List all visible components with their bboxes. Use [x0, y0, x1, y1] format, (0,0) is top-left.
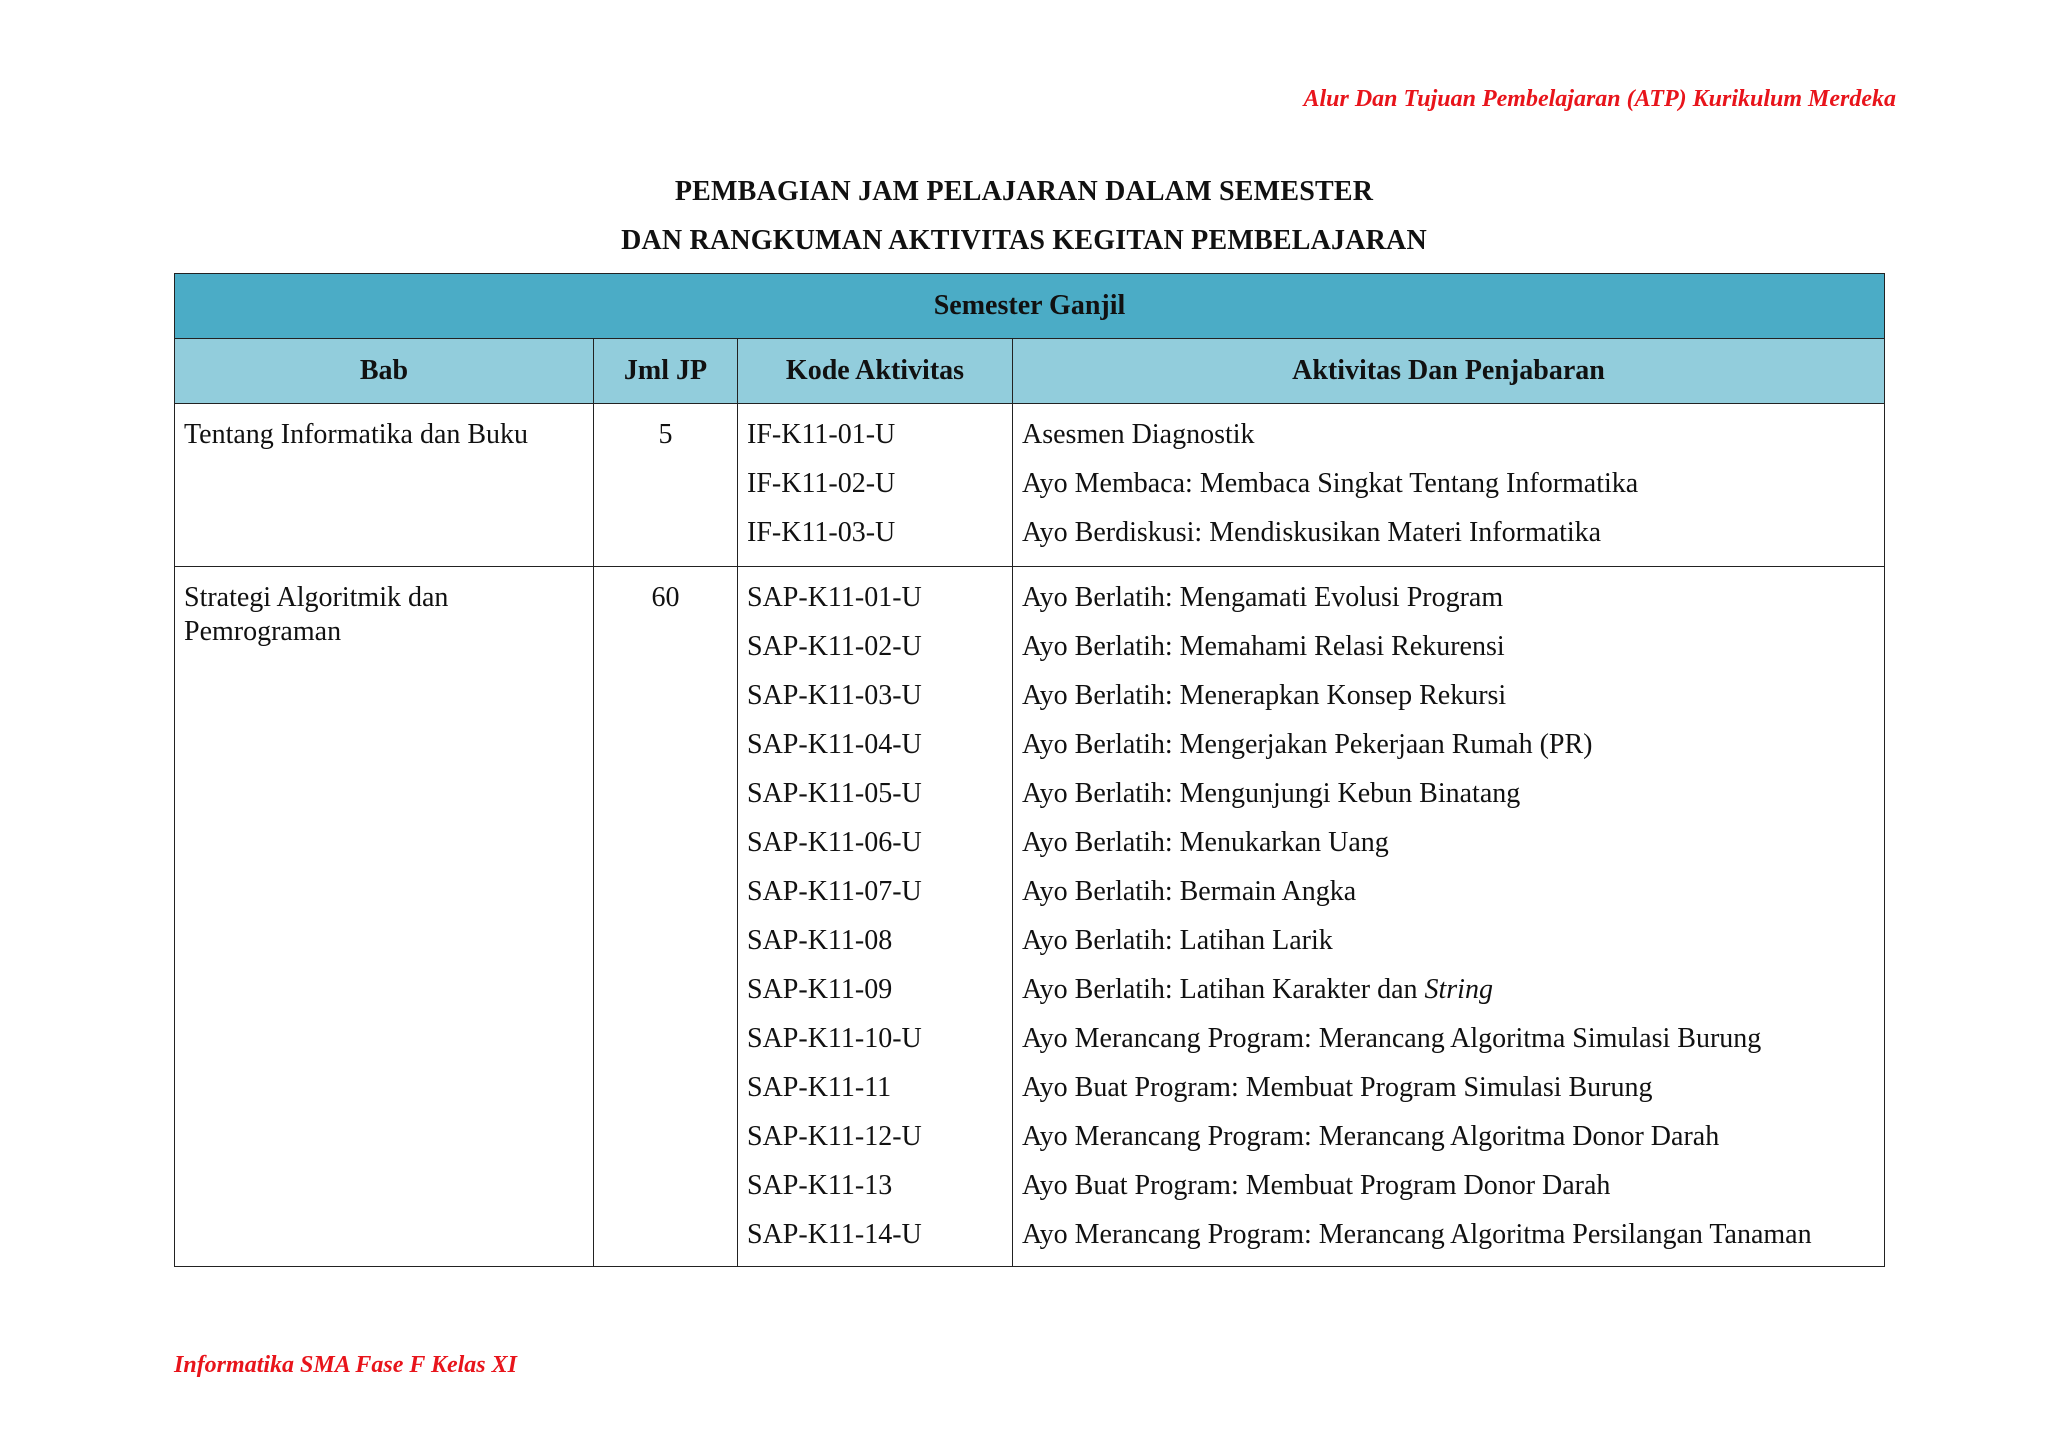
page-title-line-2: DAN RANGKUMAN AKTIVITAS KEGITAN PEMBELAJARAN [621, 225, 1427, 256]
activity-description [1022, 418, 1875, 467]
activity-code: IF-K11-02-U [747, 468, 896, 499]
activity-text: Ayo Berlatih: Menukarkan Uang [1022, 827, 1389, 858]
table-row [175, 567, 1885, 1267]
codes-cell [738, 404, 1013, 567]
activity-text: Ayo Merancang Program: Merancang Algoritma Simulasi Burung [1022, 1023, 1762, 1054]
activity-description [1022, 1071, 1875, 1120]
activity-description [1022, 1218, 1875, 1252]
activity-code: SAP-K11-14-U [747, 1219, 922, 1250]
activity-code: SAP-K11-04-U [747, 729, 922, 760]
column-header-bab: Bab [175, 339, 594, 404]
column-header-kode-aktivitas: Kode Aktivitas [738, 339, 1013, 404]
activity-description [1022, 1022, 1875, 1071]
activity-code: SAP-K11-10-U [747, 1023, 922, 1054]
activity-text: Ayo Buat Program: Membuat Program Donor Darah [1022, 1170, 1611, 1201]
activity-text: Ayo Berlatih: Memahami Relasi Rekurensi [1022, 631, 1505, 662]
activity-description [1022, 973, 1875, 1022]
activity-code: SAP-K11-07-U [747, 876, 922, 907]
activity-description [1022, 924, 1875, 973]
activity-table [174, 273, 1885, 1267]
running-header: Alur Dan Tujuan Pembelajaran (ATP) Kurikulum Merdeka [1303, 86, 1896, 112]
jml-jp-cell [594, 567, 738, 1267]
activity-code: SAP-K11-11 [747, 1072, 892, 1103]
running-footer: Informatika SMA Fase F Kelas XI [174, 1352, 517, 1378]
codes-cell [738, 567, 1013, 1267]
activity-text: Ayo Berdiskusi: Mendiskusikan Materi Informatika [1022, 517, 1602, 548]
activities-cell [1013, 567, 1885, 1267]
table-row [175, 404, 1885, 567]
activity-code: SAP-K11-09 [747, 974, 893, 1005]
semester-header: Semester Ganjil [175, 274, 1885, 339]
activity-description [1022, 1120, 1875, 1169]
activity-description [1022, 875, 1875, 924]
activity-description [1022, 581, 1875, 630]
activity-text: Ayo Buat Program: Membuat Program Simulasi Burung [1022, 1072, 1653, 1103]
bab-cell [175, 404, 594, 567]
jml-jp-cell [594, 404, 738, 567]
activity-text: Ayo Merancang Program: Merancang Algoritma Persilangan Tanaman [1022, 1219, 1812, 1250]
jml-jp-value: 5 [658, 419, 673, 450]
activity-text: Ayo Berlatih: Bermain Angka [1022, 876, 1357, 907]
activity-code: IF-K11-01-U [747, 419, 896, 450]
activity-text: Ayo Berlatih: Mengunjungi Kebun Binatang [1022, 778, 1521, 809]
activity-text: Ayo Membaca: Membaca Singkat Tentang Informatika [1022, 468, 1639, 499]
activity-description [1022, 630, 1875, 679]
activity-code: SAP-K11-05-U [747, 778, 922, 809]
activity-description [1022, 777, 1875, 826]
activity-description [1022, 1169, 1875, 1218]
activity-text: Asesmen Diagnostik [1022, 419, 1255, 450]
activity-text: Ayo Berlatih: Mengamati Evolusi Program [1022, 582, 1504, 613]
activity-italic-term: String [1424, 974, 1493, 1005]
activity-code: IF-K11-03-U [747, 517, 896, 548]
column-header-jml-jp: Jml JP [594, 339, 738, 404]
activity-code: SAP-K11-08 [747, 925, 893, 956]
activity-description [1022, 516, 1875, 550]
bab-cell [175, 567, 594, 1267]
jml-jp-value: 60 [651, 582, 680, 613]
activity-text: Ayo Merancang Program: Merancang Algoritma Donor Darah [1022, 1121, 1720, 1152]
activity-text: Ayo Berlatih: Menerapkan Konsep Rekursi [1022, 680, 1507, 711]
activity-description [1022, 467, 1875, 516]
activity-code: SAP-K11-01-U [747, 582, 922, 613]
activity-code: SAP-K11-06-U [747, 827, 922, 858]
activity-description [1022, 679, 1875, 728]
activity-code: SAP-K11-12-U [747, 1121, 922, 1152]
page-title-line-1: PEMBAGIAN JAM PELAJARAN DALAM SEMESTER [674, 176, 1374, 207]
activity-text: Ayo Berlatih: Latihan Larik [1022, 925, 1333, 956]
activities-cell [1013, 404, 1885, 567]
activity-description [1022, 728, 1875, 777]
bab-name: Strategi Algoritmik dan Pemrograman [184, 582, 449, 647]
column-header-aktivitas: Aktivitas Dan Penjabaran [1013, 339, 1885, 404]
activity-code: SAP-K11-02-U [747, 631, 922, 662]
bab-name: Tentang Informatika dan Buku [184, 419, 529, 450]
activity-code: SAP-K11-03-U [747, 680, 922, 711]
activity-description [1022, 826, 1875, 875]
activity-code: SAP-K11-13 [747, 1170, 893, 1201]
activity-text: Ayo Berlatih: Mengerjakan Pekerjaan Rumah (PR) [1022, 729, 1593, 760]
activity-text: Ayo Berlatih: Latihan Karakter dan [1022, 974, 1425, 1005]
